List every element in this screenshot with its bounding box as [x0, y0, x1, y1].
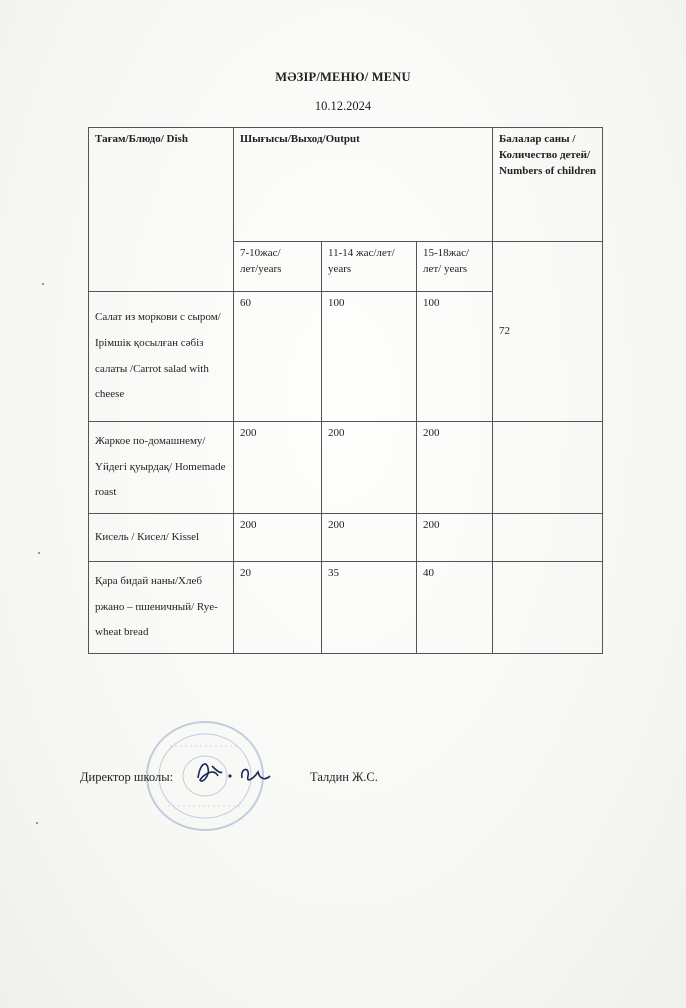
- output-value: 200: [234, 422, 322, 514]
- output-value: 200: [234, 514, 322, 562]
- dish-name: Салат из моркови с сыром/ Ірімшік қосылған сәбіз салаты /Carrot salad with cheese: [89, 292, 234, 422]
- director-signature: [192, 754, 272, 790]
- output-column-header: Шығысы/Выход/Output: [234, 128, 493, 242]
- output-value: 200: [417, 422, 493, 514]
- output-value: 200: [322, 514, 417, 562]
- children-cell-empty: [493, 562, 603, 654]
- dish-name: Кисель / Кисел/ Kissel: [89, 514, 234, 562]
- scan-speck: [38, 552, 40, 554]
- output-value: 100: [417, 292, 493, 422]
- dish-name: Қара бидай наны/Хлеб ржано – пшеничный/ Rye-wheat bread: [89, 562, 234, 654]
- menu-table: [88, 127, 603, 654]
- dish-column-header: Тағам/Блюдо/ Dish: [89, 128, 234, 292]
- table-row: [89, 422, 603, 514]
- dish-name: Жаркое по-домашнему/ Үйдегі қуырдақ/ Homemade roast: [89, 422, 234, 514]
- output-value: 200: [417, 514, 493, 562]
- menu-title: МӘЗІР/МЕНЮ/ MENU: [275, 70, 411, 84]
- children-cell-empty: [493, 514, 603, 562]
- age-group-7-10: 7-10жас/лет/years: [234, 242, 322, 292]
- scan-speck: [42, 283, 44, 285]
- output-value: 60: [234, 292, 322, 422]
- age-group-11-14: 11-14 жас/лет/ years: [322, 242, 417, 292]
- output-value: 100: [322, 292, 417, 422]
- output-value: 20: [234, 562, 322, 654]
- children-cell-empty: [493, 422, 603, 514]
- table-row: [89, 562, 603, 654]
- children-count: 72: [493, 242, 603, 422]
- director-name: Талдин Ж.С.: [310, 770, 378, 784]
- output-value: 35: [322, 562, 417, 654]
- menu-date: 10.12.2024: [314, 99, 372, 113]
- scan-speck: [36, 822, 38, 824]
- table-header-row: [89, 128, 603, 242]
- table-row: [89, 514, 603, 562]
- age-group-15-18: 15-18жас/лет/ years: [417, 242, 493, 292]
- children-column-header: Балалар саны /Количество детей/ Numbers of children: [493, 128, 603, 242]
- director-label: Директор школы:: [80, 770, 174, 784]
- output-value: 40: [417, 562, 493, 654]
- output-value: 200: [322, 422, 417, 514]
